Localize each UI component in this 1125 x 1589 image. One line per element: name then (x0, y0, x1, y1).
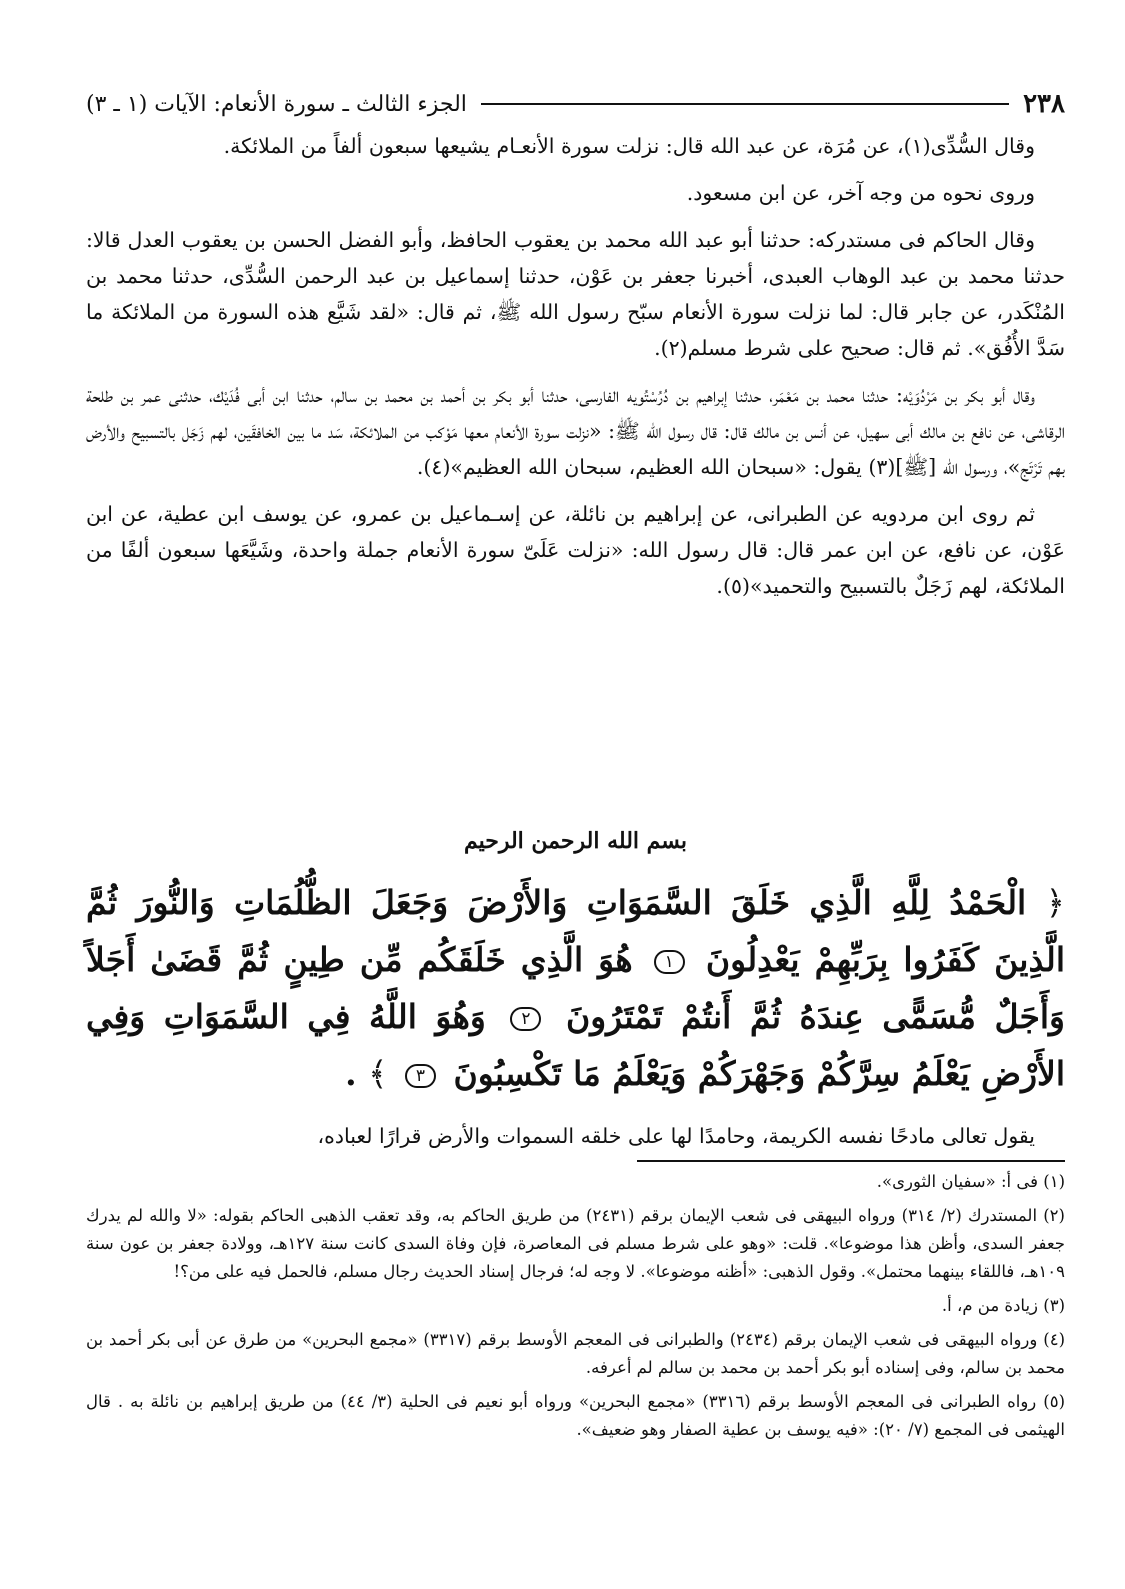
footnote: (٢) المستدرك (٢/ ٣١٤) ورواه البيهقى فى شعب الإيمان برقم (٢٤٣١) من طريق الحاكم به، وقد تعقب الذهبى الحاكم بقوله: «لا والله لم يدرك جعفر السدى، وأظن هذا موضوعا». قلت: «وهو على شرط مسلم فى المعاصرة، فإن وفاة السدى كانت سنة ١٢٧هـ، وولادة جعفر بن عون سنة ١٠٩هـ، فاللقاء بينهما محتمل». وقول الذهبى: «أظنه موضوعا». لا وجه له؛ فرجال إسناد الحديث رجال مسلم، فالحمل فيه على من؟! (86, 1206, 1065, 1281)
verse-text: الْحَمْدُ لِلَّهِ الَّذِي خَلَقَ السَّمَوَاتِ وَالأَرْضَ وَجَعَلَ الظُّلُمَاتِ وَالنُّورَ ثُمَّ الَّذِينَ كَفَرُوا بِرَبِّهِمْ يَعْدِلُونَ (86, 883, 1065, 979)
footnote: (٥) رواه الطبرانى فى المعجم الأوسط برقم (٣٣١٦) «مجمع البحرين» ورواه أبو نعيم فى الحلية (٣/ ٤٤) من طريق إبراهيم بن نائلة به . قال الهيثمى فى المجمع (٧/ ٢٠): «فيه يوسف بن عطية الصفار وهو ضعيف». (86, 1392, 1065, 1439)
footnote-separator (637, 1160, 1065, 1162)
verse-text: هُوَ الَّذِي خَلَقَكُم مِّن طِينٍ ثُمَّ قَضَىٰ أَجَلاً وَأَجَلٌ مُّسَمًّى عِندَهُ ثُمَّ أَنتُمْ تَمْتَرُونَ (86, 940, 1065, 1036)
ayah-number-marker: ٢ (510, 1007, 541, 1031)
end-dot: . (345, 1054, 357, 1093)
header-rule (481, 103, 1009, 105)
ayah-number-marker: ٣ (405, 1064, 436, 1088)
ayah-number-marker: ١ (654, 950, 685, 974)
footnote: (٣) زيادة من م، أ. (941, 1296, 1065, 1315)
footnote: (١) فى أ: «سفيان الثورى». (876, 1172, 1065, 1191)
quran-verses (86, 874, 1065, 1102)
footnotes (86, 1168, 1065, 1450)
running-title: الجزء الثالث ـ سورة الأنعام: الآيات (١ ـ ٣) (86, 91, 467, 117)
paragraph: ثم روى ابن مردويه عن الطبرانى، عن إبراهيم بن نائلة، عن إسـماعيل بن عمرو، عن يوسف ابن عطية، عن ابن عَوْن، عن نافع، عن ابن عمر قال: قال رسول الله: «نزلت عَلَىّ سورة الأنعام جملة واحدة، وشَيَّعَها سبعون ألفًا من الملائكة، لهم زَجَلٌ بالتسبيح والتحميد»(٥). (86, 502, 1065, 598)
basmala-heading: بسم الله الرحمن الرحيم (463, 828, 688, 854)
commentary-continuation: يقول تعالى مادحًا نفسه الكريمة، وحامدًا لها على خلقه السموات والأرض قرارًا لعباده، (317, 1124, 1035, 1148)
verse-text: وَهُوَ اللَّهُ فِي السَّمَوَاتِ وَفِي الأَرْضِ يَعْلَمُ سِرَّكُمْ وَجَهْرَكُمْ وَيَعْلَمُ مَا تَكْسِبُونَ (86, 997, 1065, 1093)
ornamental-open-bracket: ﴿ (1045, 883, 1065, 922)
footnote: (٤) ورواه البيهقى فى شعب الإيمان برقم (٢٤٣٤) والطبرانى فى المعجم الأوسط برقم (٣٣١٧) «مجمع البحرين» من طرق عن أبى بكر أحمد بن محمد بن سالم، وفى إسناده أبو بكر أحمد بن محمد بن سالم لم أعرفه. (86, 1330, 1066, 1377)
paragraph: وقال السُّدِّى(١)، عن مُرَة، عن عبد الله قال: نزلت سورة الأنعـام يشيعها سبعون ألفاً من الملائكة. (223, 134, 1035, 158)
paragraph: وقال الحاكم فى مستدركه: حدثنا أبو عبد الله محمد بن يعقوب الحافظ، وأبو الفضل الحسن بن يعقوب العدل قالا: حدثنا محمد بن عبد الوهاب العبدى، أخبرنا جعفر بن عَوْن، حدثنا إسماعيل بن عبد الرحمن السُّدِّى، حدثنا محمد بن المُنْكَدر، عن جابر قال: لما نزلت سورة الأنعام سبّح رسول الله ﷺ، ثم قال: «لقد شَيَّع هذه السورة من الملائكة ما سَدَّ الأُفُق». ثم قال: صحيح على شرط مسلم(٢). (86, 228, 1065, 360)
commentary-text (86, 128, 1065, 615)
page-number: ٢٣٨ (1023, 89, 1065, 119)
paragraph: وقال أبو بكر بن مَرْدُوَيْه: حدثنا محمد بن مَعْمَر، حدثنا إبراهيم بن دُرُسْتُويه الفارسى، حدثنا أبو بكر بن أحمد بن محمد بن سالم، حدثنا ابن أبى فُدَيْك، حدثنى عمر بن طلحة الرقاشى، عن نافع بن مالك أبى سهيل، عن أنس بن مالك قال: قال رسول الله ﷺ: «نزلت سورة الأنعام معها مَوْكب من الملائكة، سَد ما بين الخافقَين، لهم زَجَل بالتسبيح والأرض بهم تَرْتَج»، ورسول الله [ﷺ](٣) يقول: «سبحان الله العظيم، سبحان الله العظيم»(٤). (86, 383, 1065, 479)
running-head (86, 84, 1065, 124)
ornamental-close-bracket: ﴾ (368, 1054, 388, 1093)
paragraph: وروى نحوه من وجه آخر، عن ابن مسعود. (686, 181, 1035, 205)
